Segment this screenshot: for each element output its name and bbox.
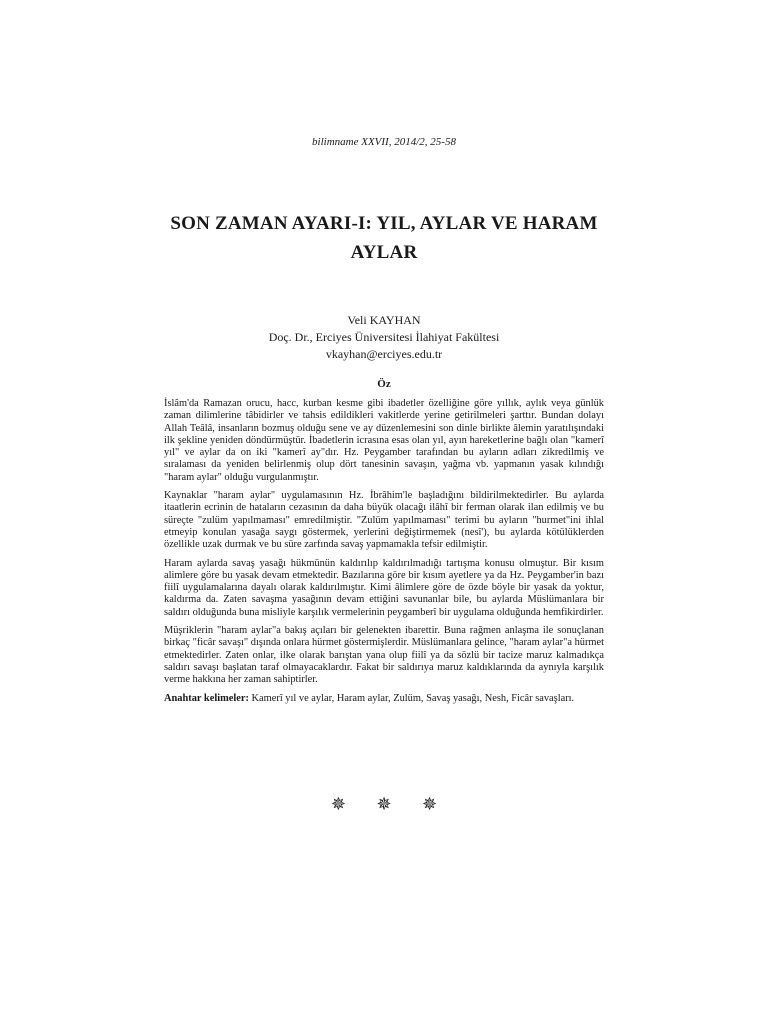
star-ornament-icon: ✵ <box>376 794 392 814</box>
abstract-paragraph: İslâm'da Ramazan orucu, hacc, kurban kesme gibi ibadetler özelliğine göre yıllık, aylık veya günlük zaman dilimlerine tâbidirler ve tahsis edildikleri vakitlerde yerine getirilmeleri şarttır. Bundan dolayı Allah Teâlâ, insanların bozmuş olduğu sene ve ay düzenlemesini son dinle birlikte âlemin yaratılışındaki ilk şekline yeniden döndürmüştür. İbadetlerin icrasına esas olan yıl, ayın hareketlerine bağlı olan "kamerî yıl" ve aylar da on iki "kamerî ay"dır. Hz. Peygamber tarafından bu ayların adları zikredilmiş ve sıralaması da yeniden belirlenmiş olup dört tanesinin savaşın, yağma vb. yapmanın yasak kılındığı "haram aylar" olduğu vurgulanmıştır. <box>164 398 604 483</box>
keywords <box>164 693 604 705</box>
abstract-paragraph: Kaynaklar "haram aylar" uygulamasının Hz. İbrâhim'le başladığını bildirilmektedirler. Bu aylarda itaatlerin ecrinin de hataların cezasının da daha büyük olacağı ilâhî bir ferman olarak ilan edilmiş ve bu süreçte "zulüm yapılmaması" emredilmiştir. "Zulüm yapılmaması" terimi bu ayların "hurmet"ini ihlal etmeyip konulan yasağa saygı göstermek, yerlerini değiştirmemek (nesî'), bu aylarda kötülüklerden özellikle uzak durmak ve bu süre zarfında savaş yapmamakla tefsir edilmiştir. <box>164 490 604 551</box>
abstract-heading: Öz <box>377 378 391 390</box>
abstract-body <box>164 398 604 711</box>
author-name: Veli KAYHAN <box>347 313 421 327</box>
keywords-label: Anahtar kelimeler: <box>164 692 249 704</box>
star-ornament-icon: ✵ <box>330 794 346 814</box>
article-title: SON ZAMAN AYARI-I: YIL, AYLAR VE HARAM AYLAR <box>170 213 598 263</box>
author-block <box>0 312 768 363</box>
abstract-paragraph: Haram aylarda savaş yasağı hükmünün kaldırılıp kaldırılmadığı tartışma konusu olmuştur. Bir kısım alimlere göre bu yasak devam etmektedir. Bazılarına göre bir kısım ayetlere ya da Hz. Peygamber'in bazı fiilî uygulamalarına dayalı olarak kaldırılmıştır. Kimi âlimlere göre de özde böyle bir yasak da yoktur, kaldırma da. Zaten savaşma yasağının devam ettiğini savunanlar bile, bu aylarda Müslümanlara bir saldırı olduğunda buna misliyle karşılık vermelerinin peygamberî bir uygulama olduğunda hemfikirdirler. <box>164 557 604 618</box>
abstract-paragraph: Müşriklerin "haram aylar"a bakış açıları bir gelenekten ibarettir. Buna rağmen anlaşma ile sonuçlanan birkaç "ficâr savaşı" dışında onlara hürmet göstermişlerdir. Müslümanlara gelince, "haram aylar"a hürmet etmektedirler. Zaten onlar, ilke olarak barıştan yana olup fiilî ya da sözlü bir tacize maruz kalmadıkça saldırı savaşı başlatan taraf olmayacaklardır. Fakat bir saldırıya maruz kaldıklarında da aynıyla karşılık verme hakkına her zaman sahiptirler. <box>164 625 604 686</box>
journal-citation: bilimname XXVII, 2014/2, 25-58 <box>312 136 456 148</box>
keywords-text: Kamerî yıl ve aylar, Haram aylar, Zulüm, Savaş yasağı, Nesh, Ficâr savaşları. <box>251 692 575 704</box>
section-ornaments <box>0 794 768 814</box>
star-ornament-icon: ✵ <box>422 794 438 814</box>
author-email: vkayhan@erciyes.edu.tr <box>325 347 443 361</box>
author-affiliation: Doç. Dr., Erciyes Üniversitesi İlahiyat Fakültesi <box>268 330 500 344</box>
